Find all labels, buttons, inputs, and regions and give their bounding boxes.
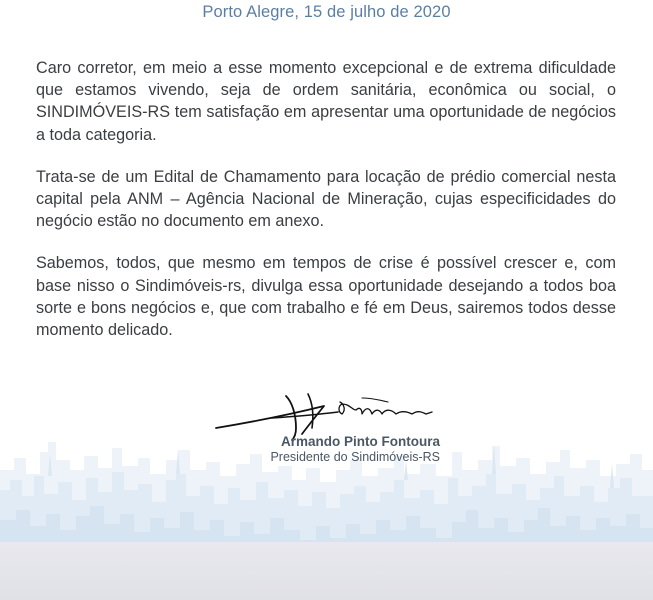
paragraph-closing: Sabemos, todos, que mesmo em tempos de crise é possível crescer e, com base nisso o Sindimóveis-rs, divulga essa oportunidade desejando a todos boa sorte e bons negócios e, que com trabalho e fé em Deus, sairemos todos desse momento delicado. (36, 254, 616, 340)
signer-block (200, 434, 440, 465)
letter-body (36, 57, 616, 361)
signer-name: Armando Pinto Fontoura (281, 434, 440, 449)
paragraph-edital: Trata-se de um Edital de Chamamento para locação de prédio comercial nesta capital pela ANM – Agência Nacional de Mineração, cujas especificidades do negócio estão no documento em anexo. (36, 167, 616, 231)
paragraph-intro: Caro corretor, em meio a esse momento excepcional e de extrema dificuldade que estamos vivendo, seja de ordem sanitária, econômica ou social, o SINDIMÓVEIS-RS tem satisfação em apresentar uma oportunidade de negócios a toda categoria. (36, 59, 616, 144)
date-line: Porto Alegre, 15 de julho de 2020 (202, 3, 451, 21)
signer-role: Presidente do Sindimóveis-RS (270, 450, 440, 464)
